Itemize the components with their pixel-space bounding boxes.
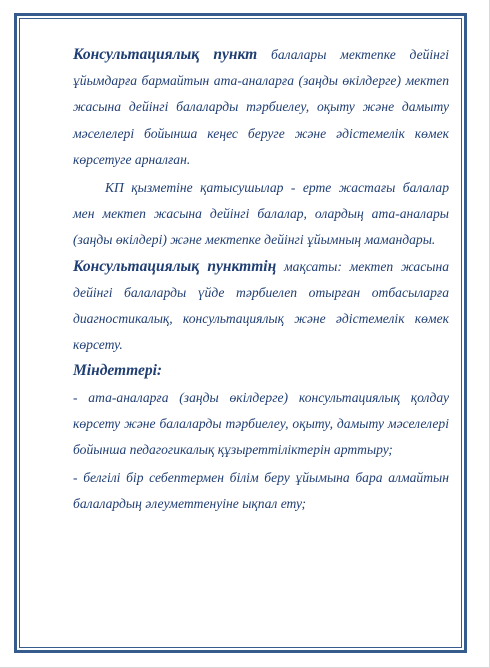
intro-text: балалары мектепке дейінгі ұйымдарға бармайтын ата-аналарға (заңды өкілдерге) мектеп жасына дейінгі балаларды тәрбиелеу, оқыту және дамыту мәселелері бойынша кеңес беруге және әдістемелік көмек көрсетуге арналған. <box>73 47 449 167</box>
document-body <box>73 42 449 518</box>
task-item: - белгілі бір себептермен білім беру ұйымына бара алмайтын балалардың әлеуметтенуіне ықпал ету; <box>73 470 449 512</box>
tasks-heading: Міндеттері: <box>73 362 163 380</box>
task-item: - ата-аналарға (заңды өкілдерге) консультациялық қолдау көрсету және балаларды тәрбиелеу, оқыту, дамыту мәселелері бойынша педагогикалық құзыреттіліктерін арттыру; <box>73 389 449 458</box>
paragraph-participants: КП қызметіне қатысушылар - ерте жастағы балалар мен мектеп жасына дейінгі балалар, олардың ата-аналары (заңды өкілдері) және мектепке дейінгі ұйымның мамандары. <box>73 180 449 248</box>
intro-heading: Консультациялық пункт <box>73 46 258 63</box>
paragraph-goal <box>73 254 449 359</box>
paragraph-intro <box>73 42 449 173</box>
goal-text: мақсаты: мектеп жасына дейінгі балаларды үйде тәрбиелеп отырған отбасыларға диагностикалық, консультациялық және әдістемелік көмек көрсету. <box>73 258 449 353</box>
goal-heading: Консультациялық пункттің <box>73 257 277 275</box>
